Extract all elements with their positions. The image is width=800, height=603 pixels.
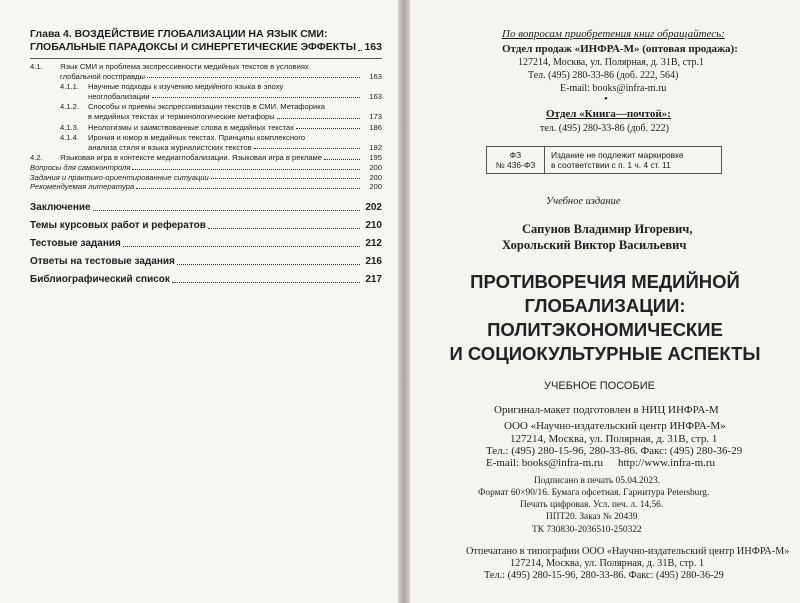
entry-text: глобальной постправды [60,71,145,81]
entry-number: 4.1.4. [60,133,79,143]
fz-label: ФЗ [509,150,522,160]
dot-leader [132,163,360,170]
dot-leader [211,173,360,180]
divider [30,58,382,59]
printer-phone: Тел.: (495) 280-15-96, 280-33-86. Факс: (495) 280-36-29 [484,570,724,581]
toc-entry [30,133,382,152]
book-gutter [398,0,410,603]
print-format: Формат 60×90/16. Бумага офсетная. Гарнитура Petersburg. [478,488,710,498]
book-title-line-4: И СОЦИОКУЛЬТУРНЫЕ АСПЕКТЫ [449,343,761,364]
chapter-title-line-1: Глава 4. ВОЗДЕЙСТВИЕ ГЛОБАЛИЗАЦИИ НА ЯЗЫК СМИ: [30,28,328,40]
toc-entry [30,153,382,163]
entry-page: 163 [369,91,382,101]
entry-text: Библиографический список [30,273,170,285]
toc-main-entry [30,220,382,232]
entry-page: 200 [369,162,382,172]
dot-leader [277,112,360,119]
chapter-page: 163 [364,41,382,53]
mail-phone: тел. (495) 280-33-86 (доб. 222) [540,123,669,134]
dot-leader [136,182,360,189]
dot-leader [123,238,360,247]
dot-leader [172,274,360,283]
order-header: По вопросам приобретения книг обращайтесь: [502,28,725,40]
table-of-contents [30,28,382,286]
imprint-page [410,0,800,603]
publisher-email: E-mail: books@infra-m.ru [486,457,604,469]
bullet: • [604,93,608,105]
chapter-heading [30,28,382,54]
entry-page: 217 [365,273,382,285]
toc-main-entry [30,274,382,286]
entry-text: Язык СМИ и проблема экспрессивности медийных текстов в условиях [60,62,309,71]
toc-entry [30,123,382,133]
sales-email: E-mail: books@infra-m.ru [560,83,667,94]
entry-text: Заключение [30,201,91,213]
entry-text: Способы и приемы экспрессивизации текстов в СМИ. Метафорика [88,102,325,112]
entry-page: 200 [369,172,382,182]
entry-text: Вопросы для самоконтроля [30,162,131,172]
dot-leader [324,153,360,160]
chapter-title-line-2: ГЛОБАЛЬНЫЕ ПАРАДОКСЫ И СИНЕРГЕТИЧЕСКИЕ ЭФФЕКТЫ [30,41,357,53]
dot-leader [208,220,360,229]
sales-phone: Тел. (495) 280-33-86 (доб. 222, 564) [528,70,679,81]
entry-text: Ответы на тестовые задания [30,255,175,267]
entry-text: Ирония и юмор в медийных текстах. Принципы комплексного [88,133,306,143]
toc-page [0,0,398,603]
entry-text: Тестовые задания [30,237,121,249]
entry-text: Неологизмы и заимствованные слова в медийных текстах [88,122,295,132]
sales-dept: Отдел продаж «ИНФРА-М» (оптовая продажа): [502,43,738,55]
marking-notice-box [486,146,722,174]
order-number: ППТ20. Заказ № 20439 [546,512,638,522]
entry-text: Научные подходы к изучению медийного языка в эпоху [88,82,284,92]
entry-page: 195 [369,153,382,163]
publisher-site: http://www.infra-m.ru [618,457,716,469]
fz-number: № 436-ФЗ [495,160,536,170]
author-2: Хорольский Виктор Васильевич [502,238,687,252]
fz-text-line-2: в соответствии с п. 1 ч. 4 ст. 11 [551,160,671,170]
edition-type: Учебное издание [546,196,621,207]
entry-number: 4.1.3. [60,122,79,132]
toc-entry [30,62,382,81]
book-title-line-1: ПРОТИВОРЕЧИЯ МЕДИЙНОЙ [470,271,740,292]
publisher-phone: Тел.: (495) 280-15-96, 280-33-86. Факс: (495) 280-36-29 [486,445,743,457]
publisher-address: 127214, Москва, ул. Полярная, д. 31В, стр. 1 [510,433,718,445]
toc-entry [30,163,382,173]
entry-page: 163 [369,71,382,81]
toc-main-entry [30,202,382,214]
entry-page: 173 [369,111,382,121]
entry-number: 4.1.2. [60,102,79,112]
publisher-name: ООО «Научно-издательский центр ИНФРА-М» [504,420,726,432]
entry-number: 4.2. [30,153,43,163]
dot-leader [93,202,360,211]
book-subtitle: УЧЕБНОЕ ПОСОБИЕ [544,380,655,392]
entry-number: 4.1. [30,62,43,71]
entry-page: 212 [365,237,382,249]
entry-number: 4.1.1. [60,82,79,92]
entry-page: 210 [365,219,382,231]
printed-by: Отпечатано в типографии ООО «Научно-издательский центр ИНФРА-М» [466,546,790,557]
toc-entry [30,82,382,101]
entry-page: 200 [369,182,382,192]
printer-address: 127214, Москва, ул. Полярная, д. 31В, стр. 1 [510,558,705,569]
entry-text: неоглобализации [88,91,150,101]
author-1: Сапунов Владимир Игоревич, [522,222,693,236]
toc-main-entry [30,256,382,268]
entry-text: Языковая игра в контексте медиаглобализации. Языковая игра в рекламе [60,153,322,163]
signed-date: Подписано в печать 05.04.2023. [534,476,661,486]
dot-leader [152,92,360,99]
layout-by: Оригинал-макет подготовлен в НИЦ ИНФРА-М [494,404,719,416]
dot-leader [177,256,360,265]
dot-leader [358,41,362,51]
entry-text: Рекомендуемая литература [30,182,135,192]
entry-page: 192 [369,142,382,152]
book-title-line-2: ГЛОБАЛИЗАЦИИ: [524,295,686,316]
toc-entry [30,173,382,183]
entry-text: анализа стиля и языка журналистских текстов [88,142,252,152]
entry-text: Темы курсовых работ и рефератов [30,219,206,231]
book-title-line-3: ПОЛИТЭКОНОМИЧЕСКИЕ [487,319,723,340]
dot-leader [296,123,360,130]
toc-entry [30,102,382,121]
entry-text: в медийных текстах и терминологические метафоры [88,111,275,121]
dot-leader [254,143,360,150]
toc-main-entry [30,238,382,250]
entry-page: 202 [365,201,382,213]
mail-dept: Отдел «Книга—почтой»: [546,108,671,120]
entry-page: 186 [369,122,382,132]
dot-leader [147,72,360,79]
entry-page: 216 [365,255,382,267]
tk-number: ТК 730830-2036510-250322 [532,525,642,535]
print-info: Печать цифровая. Усл. печ. л. 14,56. [520,500,664,510]
toc-entry [30,182,382,192]
sales-address: 127214, Москва, ул. Полярная, д. 31В, стр.1 [518,57,705,68]
fz-text-line-1: Издание не подлежит маркировке [551,150,684,160]
entry-text: Задания и практико-ориентированные ситуации [30,172,209,182]
